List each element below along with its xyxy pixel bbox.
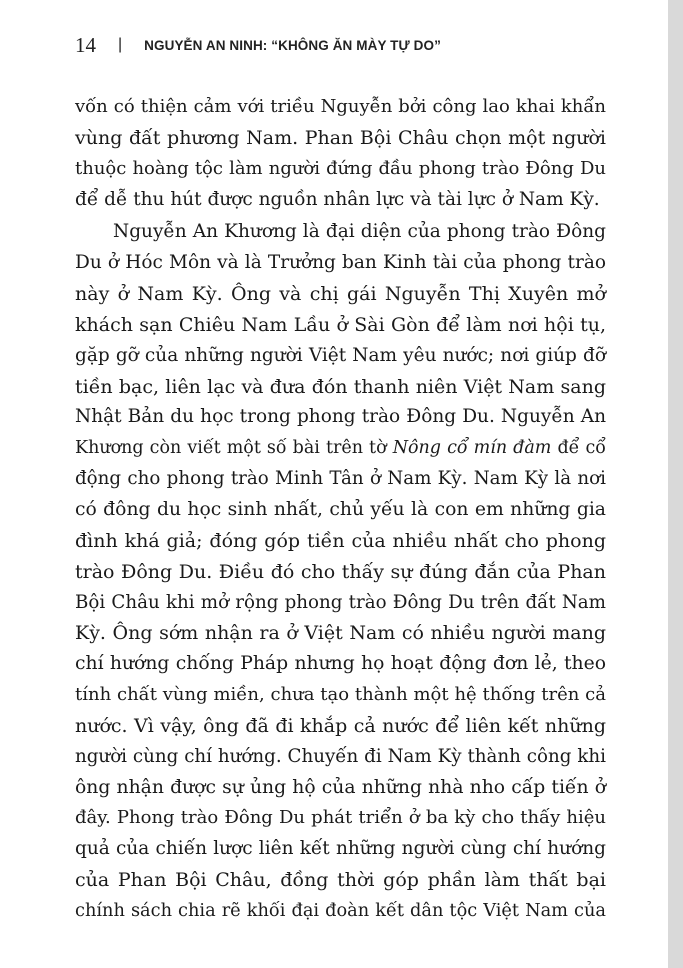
text-line: có đông du học sinh nhất, chủ yếu là con em những gia bbox=[75, 498, 606, 520]
text-line: Bội Châu khi mở rộng phong trào Đông Du trên đất Nam bbox=[75, 591, 606, 613]
text-line: vốn có thiện cảm với triều Nguyễn bởi công lao khai khẩn bbox=[75, 96, 606, 117]
page-edge bbox=[668, 0, 683, 968]
text-line: đây. Phong trào Đông Du phát triển ở ba kỳ cho thấy hiệu bbox=[75, 807, 606, 829]
running-header bbox=[75, 30, 441, 60]
body-text bbox=[75, 92, 606, 927]
text-line: gặp gỡ của những người Việt Nam yêu nước; nơi giúp đỡ bbox=[75, 344, 606, 366]
text-line: động cho phong trào Minh Tân ở Nam Kỳ. Nam Kỳ là nơi bbox=[75, 468, 606, 490]
text-line: Nhật Bản du học trong phong trào Đông Du. Nguyễn An bbox=[75, 406, 606, 428]
text-line: khách sạn Chiêu Nam Lầu ở Sài Gòn để làm nơi hội tụ, bbox=[75, 313, 606, 336]
text-segment: Khương còn viết một số bài trên tờ bbox=[75, 438, 393, 459]
text-line: đình khá giả; đóng góp tiền của nhiều nhất cho phong bbox=[75, 529, 606, 552]
text-segment: để cổ bbox=[551, 438, 606, 459]
text-line: thuộc hoàng tộc làm người đứng đầu phong trào Đông Du bbox=[75, 157, 606, 179]
text-line: Du ở Hóc Môn và là Trưởng ban Kinh tài của phong trào bbox=[75, 252, 606, 274]
text-line: này ở Nam Kỳ. Ông và chị gái Nguyễn Thị Xuyên mở bbox=[75, 283, 606, 306]
text-line-with-italic bbox=[75, 433, 606, 464]
text-line: người cùng chí hướng. Chuyến đi Nam Kỳ thành công khi bbox=[75, 745, 606, 767]
paragraph bbox=[75, 217, 606, 926]
text-line: quả của chiến lược liên kết những người cùng chí hướng bbox=[75, 838, 606, 860]
text-line: của Phan Bội Châu, đồng thời góp phần làm thất bại bbox=[75, 869, 606, 892]
page-number: 14 bbox=[75, 32, 96, 57]
text-line: Nguyễn An Khương là đại diện của phong trào Đông bbox=[113, 221, 606, 243]
text-line: ông nhận được sự ủng hộ của những nhà nho cấp tiến ở bbox=[75, 776, 606, 798]
running-title: NGUYỄN AN NINH: “KHÔNG ĂN MÀY TỰ DO” bbox=[144, 37, 441, 53]
paragraph bbox=[75, 92, 606, 215]
header-separator: | bbox=[118, 36, 123, 53]
text-line: chính sách chia rẽ khối đại đoàn kết dân tộc Việt Nam của bbox=[75, 900, 606, 921]
text-line: để dễ thu hút được nguồn nhân lực và tài lực ở Nam Kỳ. bbox=[75, 188, 600, 210]
text-line: tính chất vùng miền, chưa tạo thành một hệ thống trên cả bbox=[75, 684, 606, 706]
text-line: Kỳ. Ông sớm nhận ra ở Việt Nam có nhiều người mang bbox=[75, 622, 606, 645]
text-line: trào Đông Du. Điều đó cho thấy sự đúng đắn của Phan bbox=[75, 560, 606, 583]
text-line: vùng đất phương Nam. Phan Bội Châu chọn một người bbox=[75, 126, 606, 149]
text-line: nước. Vì vậy, ông đã đi khắp cả nước để liên kết những bbox=[75, 714, 606, 737]
text-line: tiền bạc, liên lạc và đưa đón thanh niên Việt Nam sang bbox=[75, 375, 606, 398]
text-line: chí hướng chống Pháp nhưng họ hoạt động đơn lẻ, theo bbox=[75, 653, 606, 675]
newspaper-title: Nông cổ mín đàm bbox=[392, 438, 552, 459]
